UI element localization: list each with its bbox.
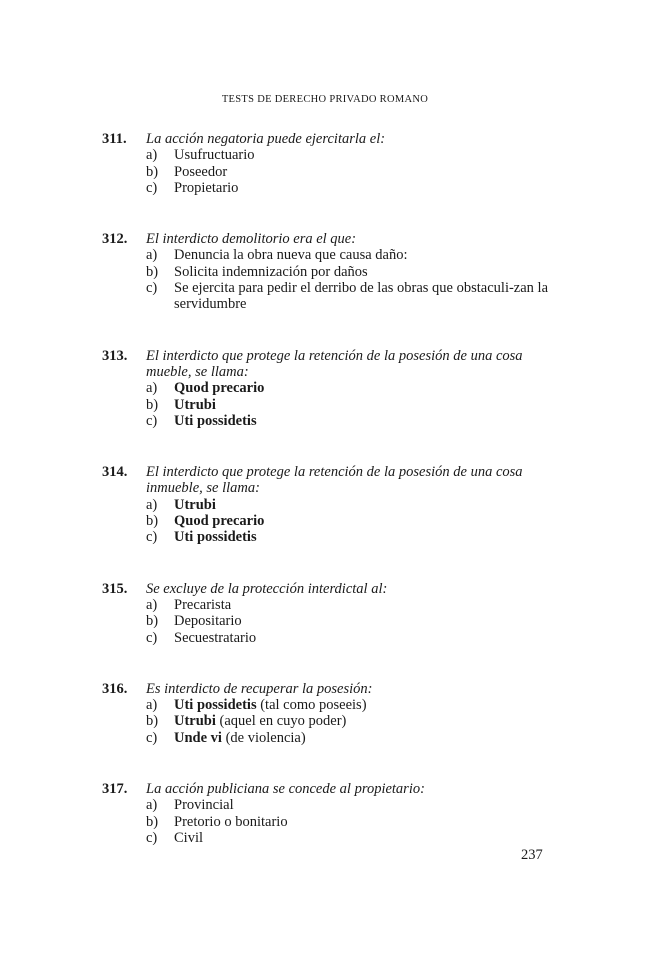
option-c xyxy=(146,730,552,746)
option-letter: c) xyxy=(146,729,158,746)
option-c xyxy=(146,413,552,429)
option-b xyxy=(146,513,552,529)
question-316 xyxy=(102,681,552,746)
option-letter: b) xyxy=(146,813,159,830)
option-text: Pretorio o bonitario xyxy=(174,813,288,830)
option-b xyxy=(146,713,552,729)
option-term: Quod precario xyxy=(174,513,265,530)
option-term: Quod precario xyxy=(174,380,265,397)
question-317 xyxy=(102,781,552,846)
option-text: Precarista xyxy=(174,596,232,613)
option-letter: c) xyxy=(146,412,158,429)
question-prompt: La acción negatoria puede ejercitarla el: xyxy=(146,131,386,147)
option-a xyxy=(146,380,552,396)
option-letter: b) xyxy=(146,513,159,530)
option-letter: b) xyxy=(146,713,159,730)
option-gloss: (aquel en cuyo poder) xyxy=(215,713,347,730)
option-term: Utrubi xyxy=(174,396,216,413)
option-c xyxy=(146,180,552,196)
option-term: Utrubi xyxy=(174,496,216,513)
question-prompt: Se excluye de la protección interdictal al: xyxy=(146,580,388,597)
option-text: Se ejercita para pedir el derribo de las obras que obstaculi-zan la servidumbre xyxy=(174,280,549,313)
option-letter: c) xyxy=(146,529,158,546)
option-term: Unde vi xyxy=(174,729,222,746)
question-number: 311. xyxy=(102,131,127,147)
option-gloss: (de violencia) xyxy=(221,729,306,746)
question-list xyxy=(102,131,552,846)
question-prompt: El interdicto demolitorio era el que: xyxy=(146,231,357,248)
option-b xyxy=(146,264,552,280)
question-prompt: El interdicto que protege la retención de la posesión de una cosa mueble, se llama: xyxy=(146,347,523,380)
question-number: 316. xyxy=(102,680,128,697)
option-term: Uti possidetis xyxy=(174,412,257,429)
option-letter: a) xyxy=(146,697,158,714)
option-text: Usufructuario xyxy=(174,147,255,164)
option-gloss: (tal como poseeis) xyxy=(256,697,367,714)
option-a xyxy=(146,597,552,613)
question-prompt: El interdicto que protege la retención de la posesión de una cosa inmueble, se llama: xyxy=(146,464,523,497)
page-number: 237 xyxy=(521,847,543,863)
question-315 xyxy=(102,581,552,646)
option-term: Uti possidetis xyxy=(174,529,257,546)
option-letter: c) xyxy=(146,829,158,846)
option-letter: b) xyxy=(146,396,159,413)
option-c xyxy=(146,280,552,313)
option-letter: b) xyxy=(146,613,159,630)
question-313 xyxy=(102,348,552,429)
option-letter: a) xyxy=(146,496,158,513)
option-b xyxy=(146,613,552,629)
option-term: Uti possidetis xyxy=(174,697,257,714)
option-text: Secuestratario xyxy=(174,629,257,646)
question-number: 317. xyxy=(102,781,128,798)
option-text: Provincial xyxy=(174,797,234,814)
option-letter: a) xyxy=(146,797,158,814)
option-c xyxy=(146,630,552,646)
option-c xyxy=(146,529,552,545)
question-prompt: La acción publiciana se concede al propietario: xyxy=(146,781,425,798)
option-letter: a) xyxy=(146,147,158,164)
question-314 xyxy=(102,464,552,545)
option-text: Poseedor xyxy=(174,163,228,180)
question-number: 313. xyxy=(102,347,128,364)
question-311 xyxy=(102,131,552,196)
option-text: Propietario xyxy=(174,179,239,196)
option-text: Civil xyxy=(174,829,204,846)
option-letter: a) xyxy=(146,380,158,397)
question-number: 312. xyxy=(102,231,128,248)
option-letter: a) xyxy=(146,247,158,264)
option-letter: b) xyxy=(146,163,159,180)
option-a xyxy=(146,697,552,713)
option-a xyxy=(146,247,552,263)
option-a xyxy=(146,147,552,163)
option-b xyxy=(146,397,552,413)
option-a xyxy=(146,497,552,513)
question-number: 315. xyxy=(102,580,128,597)
question-312 xyxy=(102,231,552,312)
running-header: TESTS DE DERECHO PRIVADO ROMANO xyxy=(221,94,429,105)
question-prompt: Es interdicto de recuperar la posesión: xyxy=(146,680,373,697)
option-b xyxy=(146,814,552,830)
option-letter: b) xyxy=(146,263,159,280)
option-letter: c) xyxy=(146,629,158,646)
option-text: Denuncia la obra nueva que causa daño: xyxy=(174,247,408,264)
option-c xyxy=(146,830,552,846)
option-text: Depositario xyxy=(174,613,242,630)
option-letter: c) xyxy=(146,179,158,196)
option-b xyxy=(146,164,552,180)
option-letter: c) xyxy=(146,280,158,297)
option-a xyxy=(146,797,552,813)
question-number: 314. xyxy=(102,464,128,481)
option-term: Utrubi xyxy=(174,713,216,730)
option-letter: a) xyxy=(146,596,158,613)
option-text: Solicita indemnización por daños xyxy=(174,263,368,280)
